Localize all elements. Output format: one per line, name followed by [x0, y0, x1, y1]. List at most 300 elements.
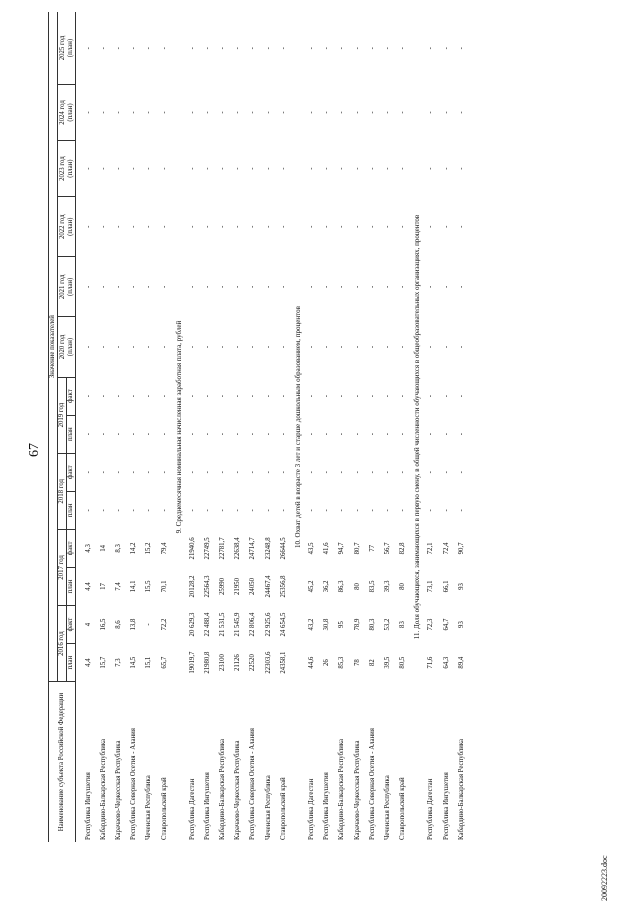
region-name: Кабардино-Балкарская Республика: [99, 738, 107, 840]
header-year: 2017 год: [58, 529, 67, 605]
value-cell: 39,3: [383, 580, 391, 593]
value-cell: 82: [368, 659, 376, 667]
value-cell: -: [145, 167, 153, 170]
value-cell: 24 654,5: [279, 612, 287, 637]
value-cell: -: [368, 167, 376, 170]
value-cell: -: [99, 47, 107, 50]
value-cell: -: [442, 47, 450, 50]
value-cell: -: [338, 394, 346, 398]
value-cell: -: [457, 471, 465, 474]
header-plan-year: 2025 год (план): [58, 12, 76, 84]
section-title-row: [172, 12, 185, 842]
value-cell: -: [219, 285, 227, 288]
value-cell: -: [234, 167, 242, 170]
value-cell: 80,7: [353, 542, 361, 555]
value-cell: 22 488,4: [203, 612, 211, 637]
value-cell: 95: [338, 621, 346, 628]
value-cell: 14,1: [130, 580, 138, 593]
value-cell: 64,7: [442, 618, 450, 631]
value-cell: -: [264, 345, 272, 349]
value-cell: -: [308, 471, 316, 474]
table-row: [231, 12, 246, 842]
section-title: 11. Доля обучающихся, занимающихся в первую смену, в общей численности обучающихся в общеобразовательных организациях, процентов: [413, 214, 422, 640]
value-cell: -: [427, 47, 435, 50]
value-cell: -: [114, 111, 122, 114]
value-cell: -: [203, 167, 211, 170]
table-row: [216, 12, 231, 842]
value-cell: -: [399, 433, 407, 436]
value-cell: -: [84, 111, 92, 114]
value-cell: -: [264, 167, 272, 170]
value-cell: 21950: [234, 577, 242, 595]
value-cell: -: [323, 111, 331, 114]
value-cell: -: [114, 285, 122, 288]
value-cell: 53,2: [383, 618, 391, 631]
value-cell: -: [338, 285, 346, 288]
value-cell: -: [99, 167, 107, 170]
value-cell: -: [188, 167, 196, 170]
table-row: [142, 12, 157, 842]
region-name: Ставропольский край: [279, 777, 287, 840]
value-cell: -: [249, 285, 257, 288]
value-cell: -: [279, 345, 287, 349]
value-cell: -: [145, 509, 153, 512]
value-cell: 30,8: [323, 618, 331, 631]
value-cell: 21940,6: [188, 537, 196, 560]
value-cell: -: [383, 509, 391, 512]
value-cell: -: [399, 509, 407, 512]
value-cell: -: [99, 225, 107, 228]
value-cell: 72,3: [427, 618, 435, 631]
value-cell: -: [145, 111, 153, 114]
value-cell: -: [114, 47, 122, 50]
value-cell: -: [279, 47, 287, 50]
value-cell: -: [160, 509, 168, 512]
value-cell: 43,5: [308, 542, 316, 555]
table-row: [276, 12, 291, 842]
page-number: 67: [27, 443, 42, 457]
value-cell: 22 806,4: [249, 612, 257, 637]
value-cell: -: [279, 509, 287, 512]
value-cell: 8,3: [114, 544, 122, 553]
header-plan-year: 2020 год (план): [58, 317, 76, 377]
region-name: Карачаево-Черкесская Республика: [353, 740, 361, 840]
value-cell: -: [188, 225, 196, 228]
value-cell: -: [160, 47, 168, 50]
value-cell: -: [353, 285, 361, 288]
value-cell: 79,4: [160, 542, 168, 555]
table-row: [246, 12, 261, 842]
value-cell: -: [457, 111, 465, 114]
value-cell: -: [188, 111, 196, 114]
value-cell: -: [99, 433, 107, 436]
value-cell: -: [249, 433, 257, 436]
value-cell: -: [114, 471, 122, 474]
value-cell: 66,1: [442, 580, 450, 593]
value-cell: 41,6: [323, 542, 331, 555]
value-cell: 22520: [249, 654, 257, 672]
value-cell: -: [203, 111, 211, 114]
value-cell: 23248,8: [264, 537, 272, 560]
value-cell: -: [279, 433, 287, 436]
region-name: Республика Дагестан: [427, 778, 435, 840]
value-cell: -: [99, 394, 107, 398]
region-name: Чеченская Республика: [383, 775, 391, 840]
value-cell: 14,5: [130, 656, 138, 669]
value-cell: -: [368, 285, 376, 288]
value-cell: -: [383, 394, 391, 398]
value-cell: 24050: [249, 577, 257, 595]
value-cell: -: [308, 394, 316, 398]
value-cell: -: [234, 394, 242, 398]
value-cell: -: [442, 471, 450, 474]
value-cell: -: [308, 167, 316, 170]
value-cell: 80,5: [399, 656, 407, 669]
value-cell: 15,7: [99, 656, 107, 669]
value-cell: -: [130, 167, 138, 170]
value-cell: -: [427, 111, 435, 114]
value-cell: 13,8: [130, 618, 138, 631]
header-plan: план: [67, 644, 76, 682]
value-cell: -: [160, 167, 168, 170]
value-cell: 19019,7: [188, 651, 196, 674]
section-title: 10. Охват детей в возрасте 3 лет и старше дошкольным образованием, процентов: [293, 306, 302, 548]
value-cell: 39,5: [383, 656, 391, 669]
value-cell: -: [353, 47, 361, 50]
value-cell: -: [234, 433, 242, 436]
value-cell: 24358,1: [279, 651, 287, 674]
value-cell: -: [188, 394, 196, 398]
value-cell: -: [219, 167, 227, 170]
value-cell: 64,3: [442, 656, 450, 669]
value-cell: -: [442, 167, 450, 170]
table-header: [49, 12, 76, 842]
value-cell: -: [264, 225, 272, 228]
value-cell: -: [130, 285, 138, 288]
value-cell: -: [383, 471, 391, 474]
table-row: [261, 12, 276, 842]
value-cell: -: [399, 47, 407, 50]
value-cell: -: [353, 345, 361, 349]
value-cell: 86,3: [338, 580, 346, 593]
value-cell: 93: [457, 583, 465, 590]
value-cell: -: [84, 433, 92, 436]
value-cell: -: [219, 433, 227, 436]
value-cell: -: [338, 167, 346, 170]
value-cell: -: [99, 285, 107, 288]
value-cell: -: [442, 285, 450, 288]
value-cell: -: [114, 167, 122, 170]
value-cell: -: [84, 285, 92, 288]
value-cell: -: [114, 433, 122, 436]
value-cell: -: [188, 345, 196, 349]
table-row: [439, 12, 454, 842]
value-cell: 4,4: [84, 658, 92, 667]
region-name: Карачаево-Черкесская Республика: [234, 740, 242, 840]
region-name: Республика Ингушетия: [442, 772, 450, 840]
header-plan: план: [67, 567, 76, 605]
value-cell: 14,2: [130, 542, 138, 555]
value-cell: -: [114, 394, 122, 398]
value-cell: -: [399, 285, 407, 288]
header-fact: факт: [67, 606, 76, 644]
value-cell: 23100: [219, 654, 227, 672]
value-cell: -: [145, 47, 153, 50]
header-year: 2018 год: [58, 453, 67, 529]
value-cell: -: [442, 394, 450, 398]
value-cell: 43,2: [308, 618, 316, 631]
value-cell: -: [279, 111, 287, 114]
value-cell: 7,3: [114, 658, 122, 667]
value-cell: -: [264, 111, 272, 114]
value-cell: -: [323, 433, 331, 436]
value-cell: -: [99, 111, 107, 114]
header-fact: факт: [67, 377, 76, 415]
header-year: 2019 год: [58, 377, 67, 453]
value-cell: -: [219, 111, 227, 114]
value-cell: -: [353, 167, 361, 170]
value-cell: -: [353, 225, 361, 228]
value-cell: 20128,2: [188, 575, 196, 598]
value-cell: 70,1: [160, 580, 168, 593]
value-cell: -: [219, 345, 227, 349]
value-cell: -: [264, 433, 272, 436]
value-cell: 44,6: [308, 656, 316, 669]
value-cell: -: [249, 225, 257, 228]
value-cell: -: [99, 345, 107, 349]
value-cell: -: [442, 225, 450, 228]
value-cell: -: [84, 225, 92, 228]
value-cell: -: [368, 433, 376, 436]
value-cell: -: [279, 225, 287, 228]
table-row: [200, 12, 215, 842]
value-cell: -: [249, 47, 257, 50]
value-cell: 22749,5: [203, 537, 211, 560]
value-cell: -: [234, 111, 242, 114]
value-cell: -: [457, 225, 465, 228]
value-cell: 90,7: [457, 542, 465, 555]
value-cell: -: [323, 471, 331, 474]
value-cell: -: [114, 345, 122, 349]
region-name: Республика Северная Осетия - Алания: [368, 728, 376, 840]
value-cell: -: [84, 167, 92, 170]
value-cell: -: [130, 471, 138, 474]
value-cell: -: [338, 111, 346, 114]
value-cell: -: [399, 225, 407, 228]
value-cell: 26644,5: [279, 537, 287, 560]
value-cell: -: [368, 225, 376, 228]
value-cell: 71,6: [427, 656, 435, 669]
value-cell: -: [84, 471, 92, 474]
region-name: Чеченская Республика: [264, 775, 272, 840]
value-cell: -: [84, 394, 92, 398]
region-name: Ставропольский край: [160, 777, 168, 840]
value-cell: -: [264, 285, 272, 288]
value-cell: -: [383, 47, 391, 50]
value-cell: -: [219, 394, 227, 398]
table-row: [157, 12, 172, 842]
table-row: [350, 12, 365, 842]
value-cell: -: [323, 47, 331, 50]
table-body: [76, 12, 470, 842]
value-cell: -: [249, 111, 257, 114]
value-cell: 24467,4: [264, 575, 272, 598]
region-name: Республика Ингушетия: [84, 772, 92, 840]
value-cell: -: [353, 394, 361, 398]
value-cell: -: [130, 509, 138, 512]
value-cell: 89,4: [457, 656, 465, 669]
value-cell: -: [383, 225, 391, 228]
value-cell: -: [353, 111, 361, 114]
table-row: [335, 12, 350, 842]
value-cell: -: [383, 285, 391, 288]
header-plan-year: 2021 год (план): [58, 257, 76, 317]
value-cell: 73,1: [427, 580, 435, 593]
value-cell: -: [188, 509, 196, 512]
value-cell: -: [145, 623, 153, 626]
value-cell: -: [203, 285, 211, 288]
value-cell: -: [427, 225, 435, 228]
table-row: [96, 12, 111, 842]
region-name: Карачаево-Черкесская Республика: [114, 740, 122, 840]
value-cell: 4: [84, 622, 92, 627]
header-region: Наименование субъекта Российской Федерации: [49, 682, 76, 842]
value-cell: -: [203, 471, 211, 474]
region-name: Чеченская Республика: [145, 775, 153, 840]
value-cell: -: [160, 471, 168, 474]
table-row: [320, 12, 335, 842]
table-row: [424, 12, 439, 842]
value-cell: 45,2: [308, 580, 316, 593]
value-cell: -: [234, 509, 242, 512]
value-cell: -: [308, 433, 316, 436]
indicators-table: [48, 12, 469, 842]
header-fact: факт: [67, 529, 76, 567]
value-cell: -: [368, 47, 376, 50]
value-cell: -: [219, 47, 227, 50]
value-cell: -: [427, 509, 435, 512]
value-cell: -: [264, 509, 272, 512]
value-cell: -: [130, 345, 138, 349]
value-cell: 25990: [219, 577, 227, 595]
value-cell: 94,7: [338, 542, 346, 555]
header-indicator-values: Значение показателей: [49, 12, 58, 682]
value-cell: -: [338, 471, 346, 474]
value-cell: -: [99, 509, 107, 512]
value-cell: -: [338, 433, 346, 436]
value-cell: -: [368, 509, 376, 512]
value-cell: -: [308, 509, 316, 512]
value-cell: 65,7: [160, 656, 168, 669]
section-title-row: [411, 12, 424, 842]
value-cell: -: [368, 394, 376, 398]
value-cell: 80: [399, 583, 407, 590]
value-cell: -: [249, 167, 257, 170]
value-cell: 93: [457, 621, 465, 628]
value-cell: 80: [353, 583, 361, 590]
table-row: [396, 12, 411, 842]
value-cell: -: [338, 225, 346, 228]
value-cell: -: [234, 225, 242, 228]
value-cell: 82,8: [399, 542, 407, 555]
value-cell: 22638,4: [234, 537, 242, 560]
value-cell: 21 545,9: [234, 612, 242, 637]
value-cell: -: [264, 47, 272, 50]
value-cell: -: [130, 394, 138, 398]
value-cell: -: [442, 509, 450, 512]
value-cell: 78,9: [353, 618, 361, 631]
region-name: Республика Дагестан: [188, 778, 196, 840]
value-cell: 16,5: [99, 618, 107, 631]
value-cell: -: [427, 394, 435, 398]
value-cell: 21 531,5: [219, 612, 227, 637]
header-plan: план: [67, 491, 76, 529]
value-cell: 83: [399, 621, 407, 628]
value-cell: -: [219, 225, 227, 228]
value-cell: -: [383, 111, 391, 114]
value-cell: -: [145, 225, 153, 228]
region-name: Республика Дагестан: [308, 778, 316, 840]
value-cell: -: [427, 433, 435, 436]
value-cell: -: [323, 394, 331, 398]
region-name: Кабардино-Балкарская Республика: [219, 738, 227, 840]
value-cell: -: [338, 509, 346, 512]
value-cell: -: [399, 167, 407, 170]
value-cell: -: [279, 471, 287, 474]
value-cell: -: [308, 111, 316, 114]
value-cell: -: [323, 285, 331, 288]
value-cell: -: [308, 345, 316, 349]
region-name: Ставропольский край: [399, 777, 407, 840]
region-name: Республика Ингушетия: [323, 772, 331, 840]
region-name: Республика Северная Осетия - Алания: [249, 728, 257, 840]
value-cell: -: [219, 509, 227, 512]
value-cell: -: [308, 47, 316, 50]
value-cell: -: [427, 167, 435, 170]
value-cell: -: [249, 509, 257, 512]
value-cell: -: [457, 509, 465, 512]
value-cell: -: [399, 471, 407, 474]
value-cell: -: [457, 345, 465, 349]
value-cell: -: [264, 394, 272, 398]
value-cell: -: [427, 285, 435, 288]
table-row: [81, 12, 96, 842]
value-cell: -: [338, 345, 346, 349]
value-cell: 78: [353, 659, 361, 667]
value-cell: -: [160, 394, 168, 398]
value-cell: -: [353, 433, 361, 436]
value-cell: -: [114, 509, 122, 512]
region-name: Кабардино-Балкарская Республика: [338, 738, 346, 840]
value-cell: -: [160, 225, 168, 228]
table-row: [304, 12, 319, 842]
value-cell: 26: [323, 659, 331, 667]
value-cell: -: [323, 167, 331, 170]
value-cell: -: [368, 345, 376, 349]
value-cell: -: [279, 394, 287, 398]
value-cell: -: [442, 111, 450, 114]
value-cell: -: [442, 345, 450, 349]
value-cell: -: [130, 225, 138, 228]
value-cell: -: [234, 345, 242, 349]
value-cell: -: [84, 345, 92, 349]
value-cell: -: [264, 471, 272, 474]
value-cell: -: [145, 471, 153, 474]
value-cell: -: [353, 509, 361, 512]
value-cell: -: [457, 394, 465, 398]
section-title-row: [291, 12, 304, 842]
header-plan-year: 2023 год (план): [58, 141, 76, 197]
